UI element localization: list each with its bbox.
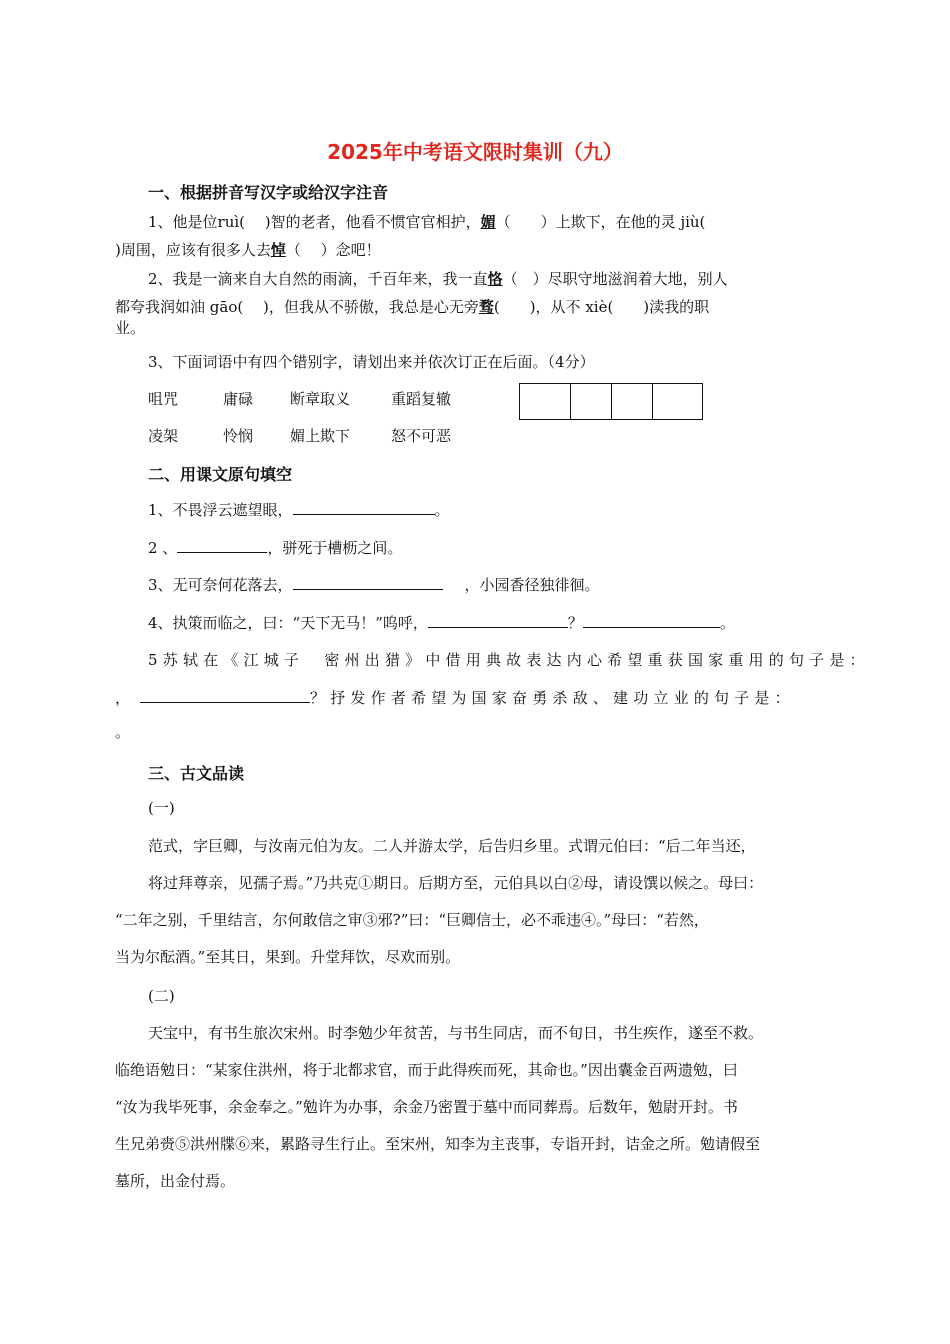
- fill-blank[interactable]: [428, 612, 568, 628]
- s2-q4-text-c: 。: [719, 614, 735, 632]
- word: 咀咒: [148, 390, 179, 408]
- s1-q1-text-a: 1、他是位ruì( )智的老者，他看不惯官官相护，: [148, 213, 481, 231]
- passage-2-line: 墓所，出金付焉。: [115, 1172, 236, 1190]
- s1-q1-text-b: （ ）上欺下，在他的灵 jiù(: [495, 213, 706, 231]
- passage-1-line: “二年之别，千里结言，尔何敢信之审③邪?”曰：“巨卿信士，必不乖违④。”母曰：“若然，: [115, 911, 709, 929]
- word: 断章取义: [290, 390, 351, 408]
- s2-q5-line3: 。: [115, 723, 131, 741]
- section-1-heading: 一、根据拼音写汉字或给汉字注音: [148, 183, 389, 202]
- word: 怒不可恶: [391, 427, 452, 445]
- word: 怜悯: [223, 427, 254, 445]
- s1-q1-text-d: （ ）念吧！: [285, 241, 381, 259]
- s2-q4-text-b: ？: [567, 614, 583, 632]
- passage-1-line: 当为尔酝酒。”至其日，果到。升堂拜饮，尽欢而别。: [115, 948, 461, 966]
- s2-q1: [148, 499, 450, 520]
- s1-q2-underlined-ke: 恪: [487, 270, 503, 288]
- word: 凌架: [148, 427, 179, 445]
- s1-q2-text-d: ( )，从不 xiè( )渎我的职: [493, 298, 710, 316]
- answer-box[interactable]: [653, 384, 702, 419]
- passage-1-line: 将过拜尊亲，见孺子焉。”乃共克①期日。后期方至，元伯具以白②母，请设馔以候之。母曰：: [148, 874, 764, 892]
- s2-q3: [148, 574, 600, 595]
- s1-q2-line3: 业。: [115, 319, 146, 337]
- s2-q4: [148, 612, 735, 633]
- passage-2-label: (二): [148, 987, 175, 1005]
- s2-q5-line1: 5苏轼在《江城子 密州出猎》中借用典故表达内心希望重获国家重用的句子是：: [148, 651, 870, 669]
- s2-q5-line2: [115, 687, 795, 708]
- s1-q1-line2: [115, 240, 381, 260]
- answer-boxes: [519, 383, 703, 420]
- passage-1-line: 范式，字巨卿，与汝南元伯为友。二人并游太学，后告归乡里。式谓元伯曰：“后二年当还，: [148, 837, 756, 855]
- s1-q2-text-b: （ ）尽职守地滋润着大地，别人: [502, 270, 728, 288]
- s2-q5-text-c: ？抒发作者希望为国家奋勇杀敌、建功立业的句子是：: [310, 689, 795, 707]
- word: 重蹈复辙: [391, 390, 452, 408]
- s1-q2-underlined-wu: 骛: [478, 298, 494, 316]
- s2-q4-text-a: 4、执策而临之，曰：“天下无马！”呜呼，: [148, 614, 428, 632]
- s2-q2: [148, 537, 402, 558]
- section-3-heading: 三、古文品读: [148, 764, 245, 783]
- passage-2-line: 天宝中，有书生旅次宋州。时李勉少年贫苦，与书生同店，而不旬日，书生疾作，遂至不救。: [148, 1024, 764, 1042]
- page-title: 2025年中考语文限时集训（九）: [327, 140, 623, 164]
- s2-q5-text-b: ，: [115, 689, 131, 707]
- passage-2-line: 生兄弟赍⑤洪州牒⑥来，累路寻生行止。至宋州，知李为主丧事，专诣开封，诘金之所。勉请假至: [115, 1135, 761, 1153]
- passage-1-label: (一): [148, 799, 175, 817]
- s1-q3-text: 3、下面词语中有四个错别字，请划出来并依次订正在后面。（4分）: [148, 353, 595, 371]
- s1-q1-underlined-mei: 媚: [480, 213, 496, 231]
- s2-q1-text-b: 。: [434, 501, 450, 519]
- fill-blank[interactable]: [293, 499, 435, 515]
- s1-q1-text-c: )周围，应该有很多人去: [115, 241, 271, 259]
- s2-q1-text-a: 1、不畏浮云遮望眼，: [148, 501, 293, 519]
- s1-q1-line1: [148, 212, 705, 232]
- passage-2-line: “汝为我毕死事，余金奉之。”勉许为办事，余金乃密置于墓中而同葬焉。后数年，勉尉开封。书: [115, 1098, 738, 1116]
- answer-box[interactable]: [612, 384, 653, 419]
- s1-q2-line1: [148, 269, 728, 289]
- answer-box[interactable]: [571, 384, 612, 419]
- s2-q3-text-a: 3、无可奈何花落去，: [148, 576, 293, 594]
- answer-box[interactable]: [520, 384, 571, 419]
- s2-q2-text-a: 2 、: [148, 539, 178, 557]
- s1-q2-line2: [115, 297, 709, 317]
- word: 庸碌: [223, 390, 254, 408]
- word: 媚上欺下: [290, 427, 351, 445]
- s1-q2-text-c: 都夸我润如油 gāo( )，但我从不骄傲，我总是心无旁: [115, 298, 479, 316]
- section-2-heading: 二、用课文原句填空: [148, 465, 293, 484]
- fill-blank[interactable]: [293, 574, 443, 590]
- fill-blank[interactable]: [177, 537, 267, 553]
- passage-2-line: 临绝语勉日：“某家住洪州，将于北都求官，而于此得疾而死，其命也。”因出囊金百两遗勉，曰: [115, 1061, 738, 1079]
- fill-blank[interactable]: [583, 612, 720, 628]
- fill-blank[interactable]: [140, 687, 310, 703]
- s1-q1-underlined-dao: 悼: [270, 241, 286, 259]
- s2-q3-text-b: ，小园香径独徘徊。: [464, 576, 600, 594]
- s2-q2-text-b: ，骈死于槽枥之间。: [267, 539, 403, 557]
- s1-q2-text-a: 2、我是一滴来自大自然的雨滴，千百年来，我一直: [148, 270, 488, 288]
